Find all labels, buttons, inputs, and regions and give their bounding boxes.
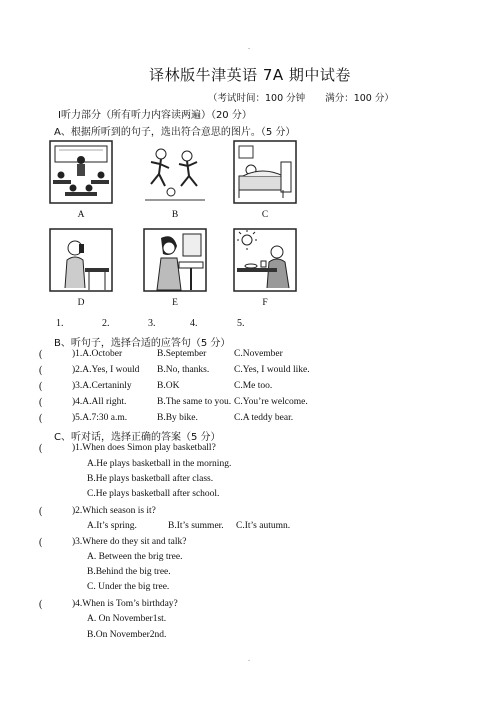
b1-option-b: B.September — [157, 349, 207, 359]
picture-label-c: C — [261, 210, 269, 220]
boys-playing-football-icon — [143, 140, 207, 204]
c2-option-a: A.It’s spring. — [87, 521, 137, 531]
b3-option-c: C.Me too. — [234, 381, 273, 391]
answer-paren: ( — [39, 365, 43, 376]
b3-option-a: )3.A.Certaninly — [72, 381, 132, 391]
b5-option-c: C.A teddy bear. — [234, 413, 294, 423]
picture-label-a: A — [77, 210, 85, 220]
answer-paren: ( — [39, 599, 43, 610]
c1-option-a: A.He plays basketball in the morning. — [87, 459, 232, 469]
c2-option-c: C.It’s autumn. — [236, 521, 291, 531]
listening-header: Ⅰ听力部分（所有听力内容读两遍）（20 分） — [58, 110, 252, 121]
exam-time: （考试时间：100 分钟 — [208, 93, 306, 104]
c1-option-b: B.He plays basketball after class. — [87, 474, 214, 484]
picture-label-d: D — [77, 298, 85, 308]
c4-option-a: A. On November1st. — [87, 614, 167, 624]
answer-number-1: 1. — [56, 318, 64, 329]
section-b-heading: B、听句子，选择合适的应答句（5 分） — [54, 338, 231, 349]
b4-option-a: )4.A.All right. — [72, 397, 127, 407]
girl-washing-face-icon — [143, 228, 207, 292]
exam-info — [208, 90, 394, 104]
answer-number-4: 4. — [190, 318, 198, 329]
answer-paren: ( — [39, 349, 43, 360]
picture-label-e: E — [172, 298, 178, 308]
answer-number-2: 2. — [102, 318, 110, 329]
c2-option-b: B.It’s summer. — [168, 521, 224, 531]
answer-number-5: 5. — [237, 318, 245, 329]
c3-option-b: B.Behind the big tree. — [87, 567, 171, 577]
c3-option-c: C. Under the big tree. — [87, 582, 170, 592]
section-a-heading: A、根据所听到的句子，选出符合意思的图片。（5 分） — [54, 127, 296, 138]
picture-grid — [49, 140, 299, 310]
b5-option-a: )5.A.7:30 a.m. — [72, 413, 128, 423]
picture-label-b: B — [171, 210, 179, 220]
b4-option-c: C.You’re welcome. — [234, 397, 308, 407]
boy-on-phone-icon — [49, 228, 113, 292]
b2-option-b: B.No, thanks. — [157, 365, 210, 375]
answer-number-3: 3. — [148, 318, 156, 329]
boy-eating-breakfast-icon — [233, 228, 297, 292]
c3-question: )3.Where do they sit and talk? — [72, 537, 187, 547]
b1-option-c: C.November — [234, 349, 283, 359]
b1-option-a: )1.A.October — [72, 349, 123, 359]
sick-boy-in-bed-icon — [233, 140, 297, 204]
answer-paren: ( — [39, 443, 43, 454]
c4-option-b: B.On November2nd. — [87, 630, 167, 640]
b2-option-a: )2.A.Yes, I would — [72, 365, 140, 375]
classroom-teacher-icon — [49, 140, 113, 204]
c1-question: )1.When does Simon play basketball? — [72, 443, 216, 453]
b2-option-c: C.Yes, I would like. — [234, 365, 310, 375]
c2-question: )2.Which season is it? — [72, 506, 156, 516]
page-title: 译林版牛津英语 7A 期中试卷 — [149, 66, 351, 84]
c3-option-a: A. Between the brig tree. — [87, 552, 183, 562]
b5-option-b: B.By bike. — [157, 413, 198, 423]
answer-paren: ( — [39, 381, 43, 392]
answer-paren: ( — [39, 397, 43, 408]
picture-label-f: F — [262, 298, 268, 308]
b4-option-b: B.The same to you. — [157, 397, 232, 407]
b3-option-b: B.OK — [157, 381, 180, 391]
top-dot: . — [248, 42, 250, 51]
exam-score: 满分：100 分） — [325, 93, 394, 104]
c4-question: )4.When is Tom’s birthday? — [72, 599, 178, 609]
bottom-dot: . — [248, 654, 250, 663]
answer-paren: ( — [39, 537, 43, 548]
c1-option-c: C.He plays basketball after school. — [87, 489, 220, 499]
answer-paren: ( — [39, 506, 43, 517]
answer-paren: ( — [39, 413, 43, 424]
section-c-heading: C、听对话，选择正确的答案（5 分） — [54, 432, 221, 443]
